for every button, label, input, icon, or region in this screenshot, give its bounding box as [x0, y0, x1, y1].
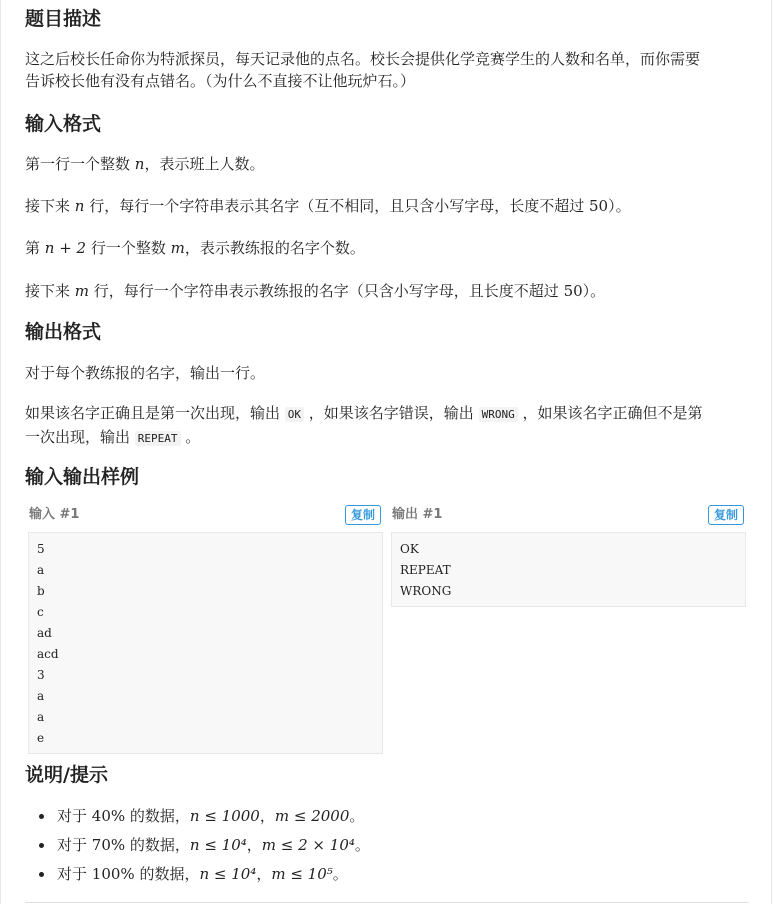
output-format-p2	[25, 402, 751, 450]
input-line: b	[37, 584, 45, 598]
output-sample-label: 输出 #1	[392, 507, 443, 522]
input-line: ad	[37, 626, 52, 640]
text: 对于	[57, 836, 92, 854]
input-sample-label: 输入 #1	[29, 507, 80, 522]
text: 行一个整数	[86, 239, 171, 257]
text: 的数据，	[125, 836, 190, 854]
hint-item	[55, 831, 370, 860]
input-line: 5	[37, 542, 45, 556]
n-constraint: n ≤ 10⁴	[199, 865, 257, 883]
text: 行，每行一个字符串表示其名字（互不相同，且只含小写字母，长度不超过	[84, 197, 589, 215]
text: 对于	[57, 865, 92, 883]
text: 第一行一个整数	[25, 155, 135, 173]
input-line: a	[37, 563, 45, 577]
text: ，	[259, 807, 275, 825]
text: 接下来	[25, 197, 75, 215]
input-line: acd	[37, 647, 59, 661]
text: 行，每行一个字符串表示教练报的名字（只含小写字母，且长度不超过	[89, 282, 564, 300]
num-50: 50	[589, 197, 609, 215]
expr-n-plus-2: n + 2	[44, 239, 87, 257]
n-constraint: n ≤ 10⁴	[189, 836, 247, 854]
text: ，表示教练报的名字个数。	[184, 239, 365, 257]
input-format-title: 输入格式	[25, 113, 102, 135]
input-format-p3	[25, 237, 751, 259]
output-format-p1: 对于每个教练报的名字，输出一行。	[25, 364, 266, 382]
input-line: c	[37, 605, 44, 619]
var-m: m	[170, 239, 185, 257]
output-format-title: 输出格式	[25, 321, 102, 343]
percent: 40%	[91, 807, 126, 825]
var-n: n	[134, 155, 145, 173]
text: 第	[25, 239, 45, 257]
n-constraint: n ≤ 1000	[189, 807, 260, 825]
code-repeat: REPEAT	[135, 431, 181, 446]
m-constraint: m ≤ 2 × 10⁴	[261, 836, 355, 854]
output-line: REPEAT	[400, 563, 451, 577]
text: 接下来	[25, 282, 75, 300]
copy-input-button[interactable]: 复制	[345, 505, 381, 525]
input-line: 3	[37, 668, 45, 682]
code-ok: OK	[285, 407, 304, 422]
input-sample-box[interactable]	[28, 532, 383, 754]
hint-item	[55, 860, 370, 889]
text: 如果该名字正确且是第一次出现，输出	[25, 404, 285, 422]
input-format-p2	[25, 195, 751, 217]
input-format-p4	[25, 280, 751, 302]
num-50: 50	[563, 282, 583, 300]
var-n: n	[74, 197, 85, 215]
text: ，如果该名字正确但不是第	[517, 404, 703, 422]
description-line-2: 告诉校长他有没有点错名。（为什么不直接不让他玩炉石。）	[25, 72, 416, 90]
text: 。	[180, 428, 201, 446]
copy-output-button[interactable]: 复制	[708, 505, 744, 525]
text: ，	[246, 836, 262, 854]
text: 。	[349, 807, 365, 825]
hint-item	[55, 802, 370, 831]
m-constraint: m ≤ 2000	[274, 807, 350, 825]
input-line: a	[37, 689, 45, 703]
percent: 70%	[91, 836, 126, 854]
input-format-p1	[25, 153, 751, 175]
text: 一次出现，输出	[25, 428, 135, 446]
hints-list	[35, 802, 370, 889]
text: ，	[256, 865, 272, 883]
text: ，表示班上人数。	[144, 155, 265, 173]
m-constraint: m ≤ 10⁵	[271, 865, 333, 883]
var-m: m	[74, 282, 90, 300]
description-text	[25, 48, 751, 92]
hints-title: 说明/提示	[25, 764, 108, 786]
divider	[25, 902, 749, 903]
text: 。	[332, 865, 348, 883]
text: ）。	[608, 197, 631, 215]
text: ）。	[582, 282, 606, 300]
text: ，如果该名字错误，输出	[304, 404, 479, 422]
description-line-1: 这之后校长任命你为特派探员，每天记录他的点名。校长会提供化学竞赛学生的人数和名单，而你需要	[25, 50, 701, 68]
samples-title: 输入输出样例	[25, 466, 140, 488]
text: 的数据，	[134, 865, 200, 883]
output-line: WRONG	[400, 584, 452, 598]
code-wrong: WRONG	[479, 407, 518, 422]
text: 的数据，	[125, 807, 190, 825]
output-sample-box[interactable]	[391, 532, 746, 607]
description-title: 题目描述	[25, 8, 102, 30]
input-line: e	[37, 731, 45, 745]
text: 对于	[57, 807, 92, 825]
input-line: a	[37, 710, 45, 724]
percent: 100%	[91, 865, 135, 883]
output-line: OK	[400, 542, 419, 556]
text: 。	[354, 836, 370, 854]
